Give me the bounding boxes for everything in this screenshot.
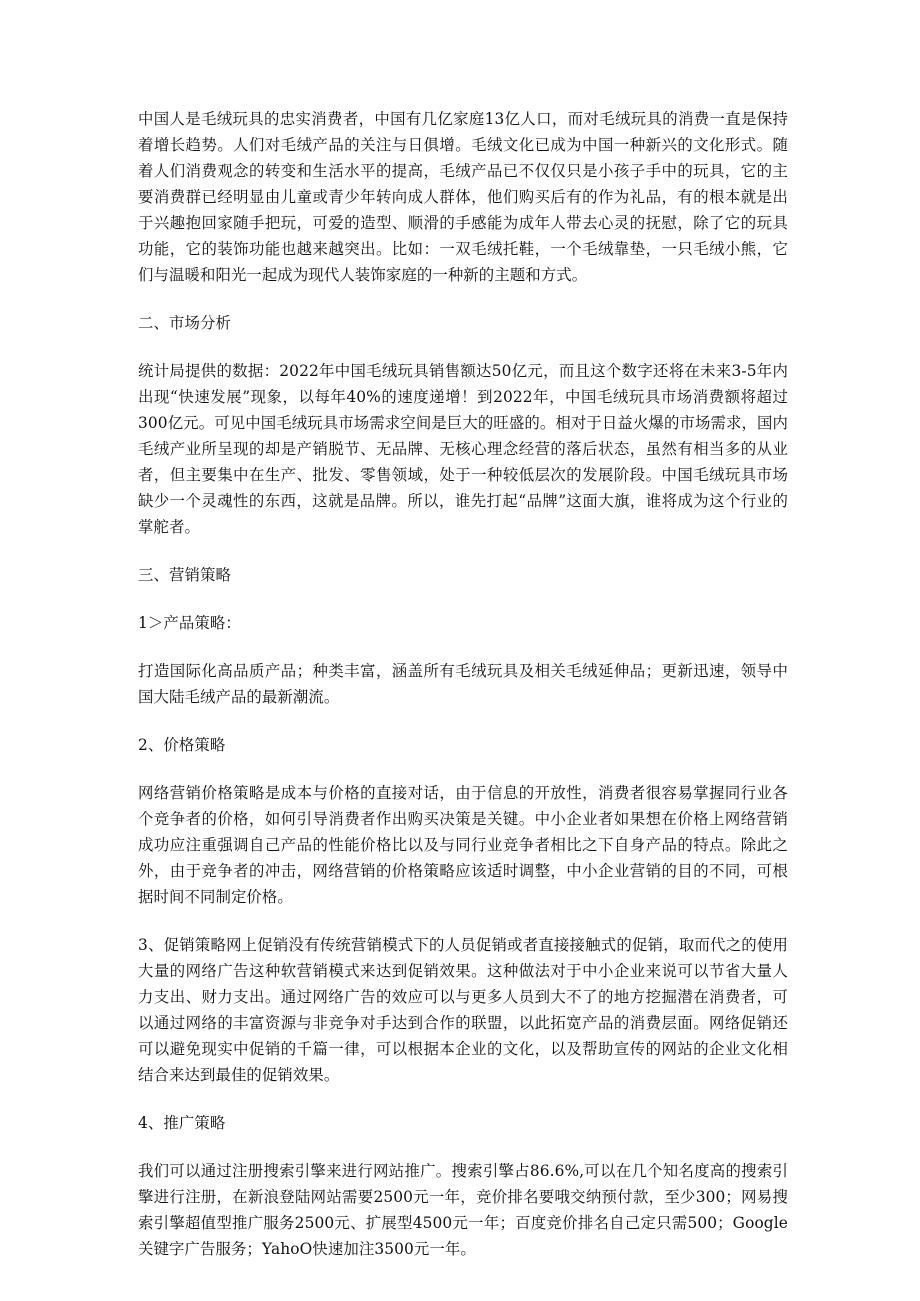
subheading-price-strategy: 2、价格策略 xyxy=(138,736,226,754)
market-analysis-paragraph: 统计局提供的数据：2022年中国毛绒玩具销售额达50亿元，而且这个数字还将在未来3-5年内出现“快速发展”现象，以每年40%的速度递增！到2022年，中国毛绒玩具市场消费额将超过300亿元。可见中国毛绒玩具市场需求空间是巨大的旺盛的。相对于日益火爆的市场需求，国内毛绒产业所呈现的却是产销脱节、无品牌、无核心理念经营的落后状态，虽然有相当多的从业者，但主要集中在生产、批发、零售领域，处于一种较低层次的发展阶段。中国毛绒玩具市场缺少一个灵魂性的东西，这就是品牌。所以，谁先打起“品牌”这面大旗，谁将成为这个行业的掌舵者。 xyxy=(138,362,788,536)
price-strategy-paragraph: 网络营销价格策略是成本与价格的直接对话，由于信息的开放性，消费者很容易掌握同行业各个竞争者的价格，如何引导消费者作出购买决策是关键。中小企业者如果想在价格上网络营销成功应注重强调自己产品的性能价格比以及与同行业竞争者相比之下自身产品的特点。除此之外，由于竞争者的冲击，网络营销的价格策略应该适时调整，中小企业营销的目的不同，可根据时间不同制定价格。 xyxy=(138,784,788,906)
intro-paragraph: 中国人是毛绒玩具的忠实消费者，中国有几亿家庭13亿人口，而对毛绒玩具的消费一直是保持着增长趋势。人们对毛绒产品的关注与日俱增。毛绒文化已成为中国一种新兴的文化形式。随着人们消费观念的转变和生活水平的提高，毛绒产品已不仅仅只是小孩子手中的玩具，它的主要消费群已经明显由儿童或青少年转向成人群体，他们购买后有的作为礼品，有的根本就是出于兴趣抱回家随手把玩，可爱的造型、顺滑的手感能为成年人带去心灵的抚慰，除了它的玩具功能，它的装饰功能也越来越突出。比如：一双毛绒托鞋，一个毛绒靠垫，一只毛绒小熊，它们与温暖和阳光一起成为现代人装饰家庭的一种新的主题和方式。 xyxy=(138,110,788,284)
section-heading-marketing-strategy: 三、营销策略 xyxy=(138,566,231,584)
product-strategy-paragraph: 打造国际化高品质产品；种类丰富，涵盖所有毛绒玩具及相关毛绒延伸品；更新迅速，领导中国大陆毛绒产品的最新潮流。 xyxy=(138,662,788,706)
section-heading-market-analysis: 二、市场分析 xyxy=(138,314,231,332)
document-page xyxy=(138,106,788,1284)
subheading-promotion-channel-strategy: 4、推广策略 xyxy=(138,1114,226,1132)
subheading-product-strategy: 1＞产品策略： xyxy=(138,614,241,632)
promotion-strategy-paragraph: 3、促销策略网上促销没有传统营销模式下的人员促销或者直接接触式的促销，取而代之的使用大量的网络广告这种软营销模式来达到促销效果。这种做法对于中小企业来说可以节省大量人力支出、财力支出。通过网络广告的效应可以与更多人员到大不了的地方挖掘潜在消费者，可以通过网络的丰富资源与非竞争对手达到合作的联盟，以此拓宽产品的消费层面。网络促销还可以避免现实中促销的千篇一律，可以根据本企业的文化，以及帮助宣传的网站的企业文化相结合来达到最佳的促销效果。 xyxy=(138,936,788,1084)
promotion-channel-paragraph: 我们可以通过注册搜索引擎来进行网站推广。搜索引擎占86.6%,可以在几个知名度高的搜索引擎进行注册，在新浪登陆网站需要2500元一年，竞价排名要哦交纳预付款，至少300；网易搜索引擎超值型推广服务2500元、扩展型4500元一年；百度竞价排名自己定只需500；Google关键字广告服务；YahoO快速加注3500元一年。 xyxy=(138,1162,788,1258)
